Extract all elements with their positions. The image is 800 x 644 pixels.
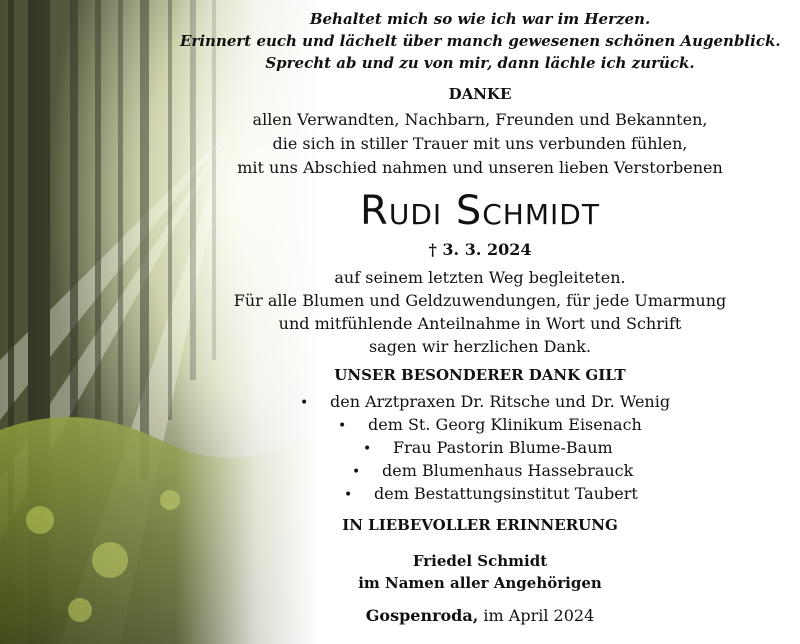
signature-on-behalf: im Namen aller Angehörigen [358,574,602,592]
death-date: † 3. 3. 2024 [428,240,532,259]
list-item: • dem St. Georg Klinikum Eisenach [338,415,642,434]
bullet-icon: • [363,441,372,457]
closing-line-2: Für alle Blumen und Geldzuwendungen, für jede Umarmung [233,291,727,310]
closing-line-3: und mitfühlende Anteilnahme in Wort und Schrift [278,314,682,333]
bullet-icon: • [352,464,361,480]
signature-name: Friedel Schmidt [412,552,548,570]
place-date [180,606,780,625]
remembrance-heading: IN LIEBEVOLLER ERINNERUNG [342,516,618,534]
bullet-icon: • [344,487,353,503]
intro-line-1: allen Verwandten, Nachbarn, Freunden und Bekannten, [252,110,708,129]
list-item: • Frau Pastorin Blume-Baum [363,438,613,457]
place: Gospenroda, [365,606,479,625]
list-item: • dem Bestattungsinstitut Taubert [344,484,638,503]
motto-line-1: Behaltet mich so wie ich war im Herzen. [309,10,651,28]
obituary-text [180,0,780,644]
list-item: • den Arztpraxen Dr. Ritsche und Dr. Wenig [300,392,671,411]
special-thanks-heading: UNSER BESONDERER DANK GILT [334,366,626,384]
intro-line-2: die sich in stiller Trauer mit uns verbunden fühlen, [272,134,688,153]
date: im April 2024 [483,606,595,625]
motto-line-3: Sprecht ab und zu von mir, dann lächle ich zurück. [265,54,695,72]
thanks-heading: DANKE [448,85,512,103]
deceased-name: Rudi Schmidt [360,188,600,234]
closing-line-4: sagen wir herzlichen Dank. [368,337,592,356]
intro-line-3: mit uns Abschied nahmen und unseren lieben Verstorbenen [237,158,723,177]
bullet-icon: • [300,395,309,411]
list-item: • dem Blumenhaus Hassebrauck [352,461,634,480]
bullet-icon: • [338,418,347,434]
motto-line-2: Erinnert euch und lächelt über manch gewesenen schönen Augenblick. [180,32,781,50]
closing-line-1: auf seinem letzten Weg begleiteten. [334,268,626,287]
